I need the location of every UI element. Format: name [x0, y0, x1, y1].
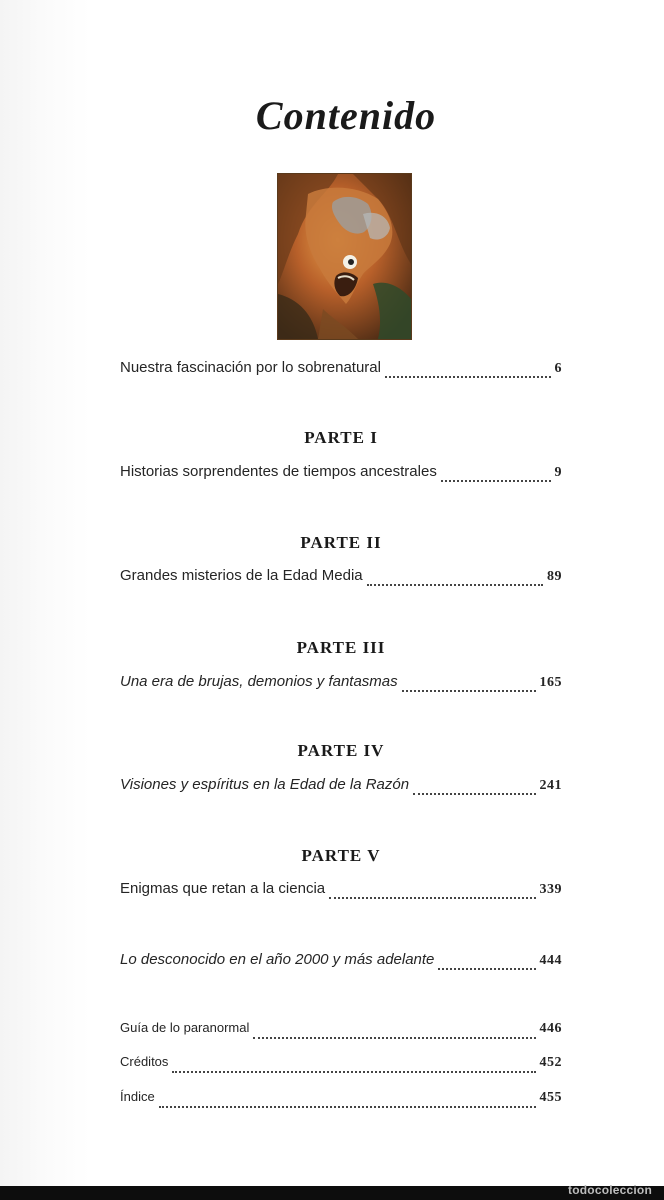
toc-entry-intro[interactable] [120, 359, 562, 383]
toc-page-number: 339 [539, 882, 562, 897]
dot-leader [413, 792, 535, 795]
dot-leader [172, 1070, 535, 1073]
dot-leader [402, 689, 536, 692]
toc-page-number: 241 [539, 778, 562, 793]
dot-leader [438, 967, 535, 970]
dot-leader [385, 375, 551, 378]
toc-page-number: 165 [539, 675, 562, 690]
dot-leader [253, 1036, 535, 1039]
part-heading-1: PARTE I [304, 428, 378, 447]
bottom-border [0, 1183, 664, 1200]
dot-leader [441, 479, 551, 482]
part-heading-3: PARTE III [296, 638, 386, 657]
toc-entry-label: Guía de lo paranormal [120, 1020, 250, 1035]
dot-leader [329, 896, 535, 899]
toc-page-number: 452 [539, 1055, 562, 1070]
toc-page-number: 9 [554, 465, 562, 480]
toc-page-number: 455 [539, 1090, 562, 1105]
toc-page-number: 89 [547, 569, 562, 584]
toc-entry-index[interactable] [120, 1089, 562, 1113]
page-title: Contenido [255, 93, 437, 138]
toc-entry-guide[interactable] [120, 1020, 562, 1044]
toc-entry-credits[interactable] [120, 1054, 562, 1078]
toc-entry-part-2[interactable] [120, 567, 562, 591]
toc-entry-label: Lo desconocido en el año 2000 y más adelante [120, 951, 435, 968]
watermark-text: todocoleccion [568, 1183, 652, 1197]
toc-entry-part-5[interactable] [120, 880, 562, 904]
toc-entry-label: Grandes misterios de la Edad Media [120, 567, 363, 584]
toc-entry-future[interactable] [120, 951, 562, 975]
toc-entry-label: Una era de brujas, demonios y fantasmas [120, 673, 398, 690]
toc-entry-part-3[interactable] [120, 673, 562, 697]
dot-leader [159, 1105, 536, 1108]
toc-page-number: 6 [554, 361, 562, 376]
toc-page-number: 444 [539, 953, 562, 968]
part-heading-4: PARTE IV [297, 741, 385, 760]
toc-entry-label: Visiones y espíritus en la Edad de la Razón [120, 776, 410, 793]
part-heading-2: PARTE II [300, 533, 382, 552]
part-heading-5: PARTE V [301, 846, 381, 865]
gargoyle-illustration [277, 173, 412, 340]
toc-entry-label: Índice [120, 1089, 155, 1104]
toc-entry-part-1[interactable] [120, 463, 562, 487]
toc-page-number: 446 [539, 1021, 562, 1036]
toc-entry-label: Nuestra fascinación por lo sobrenatural [120, 359, 381, 376]
toc-entry-label: Créditos [120, 1054, 169, 1069]
toc-entry-label: Enigmas que retan a la ciencia [120, 880, 326, 897]
dot-leader [367, 583, 543, 586]
toc-entry-label: Historias sorprendentes de tiempos ancestrales [120, 463, 437, 480]
toc-entry-part-4[interactable] [120, 776, 562, 800]
